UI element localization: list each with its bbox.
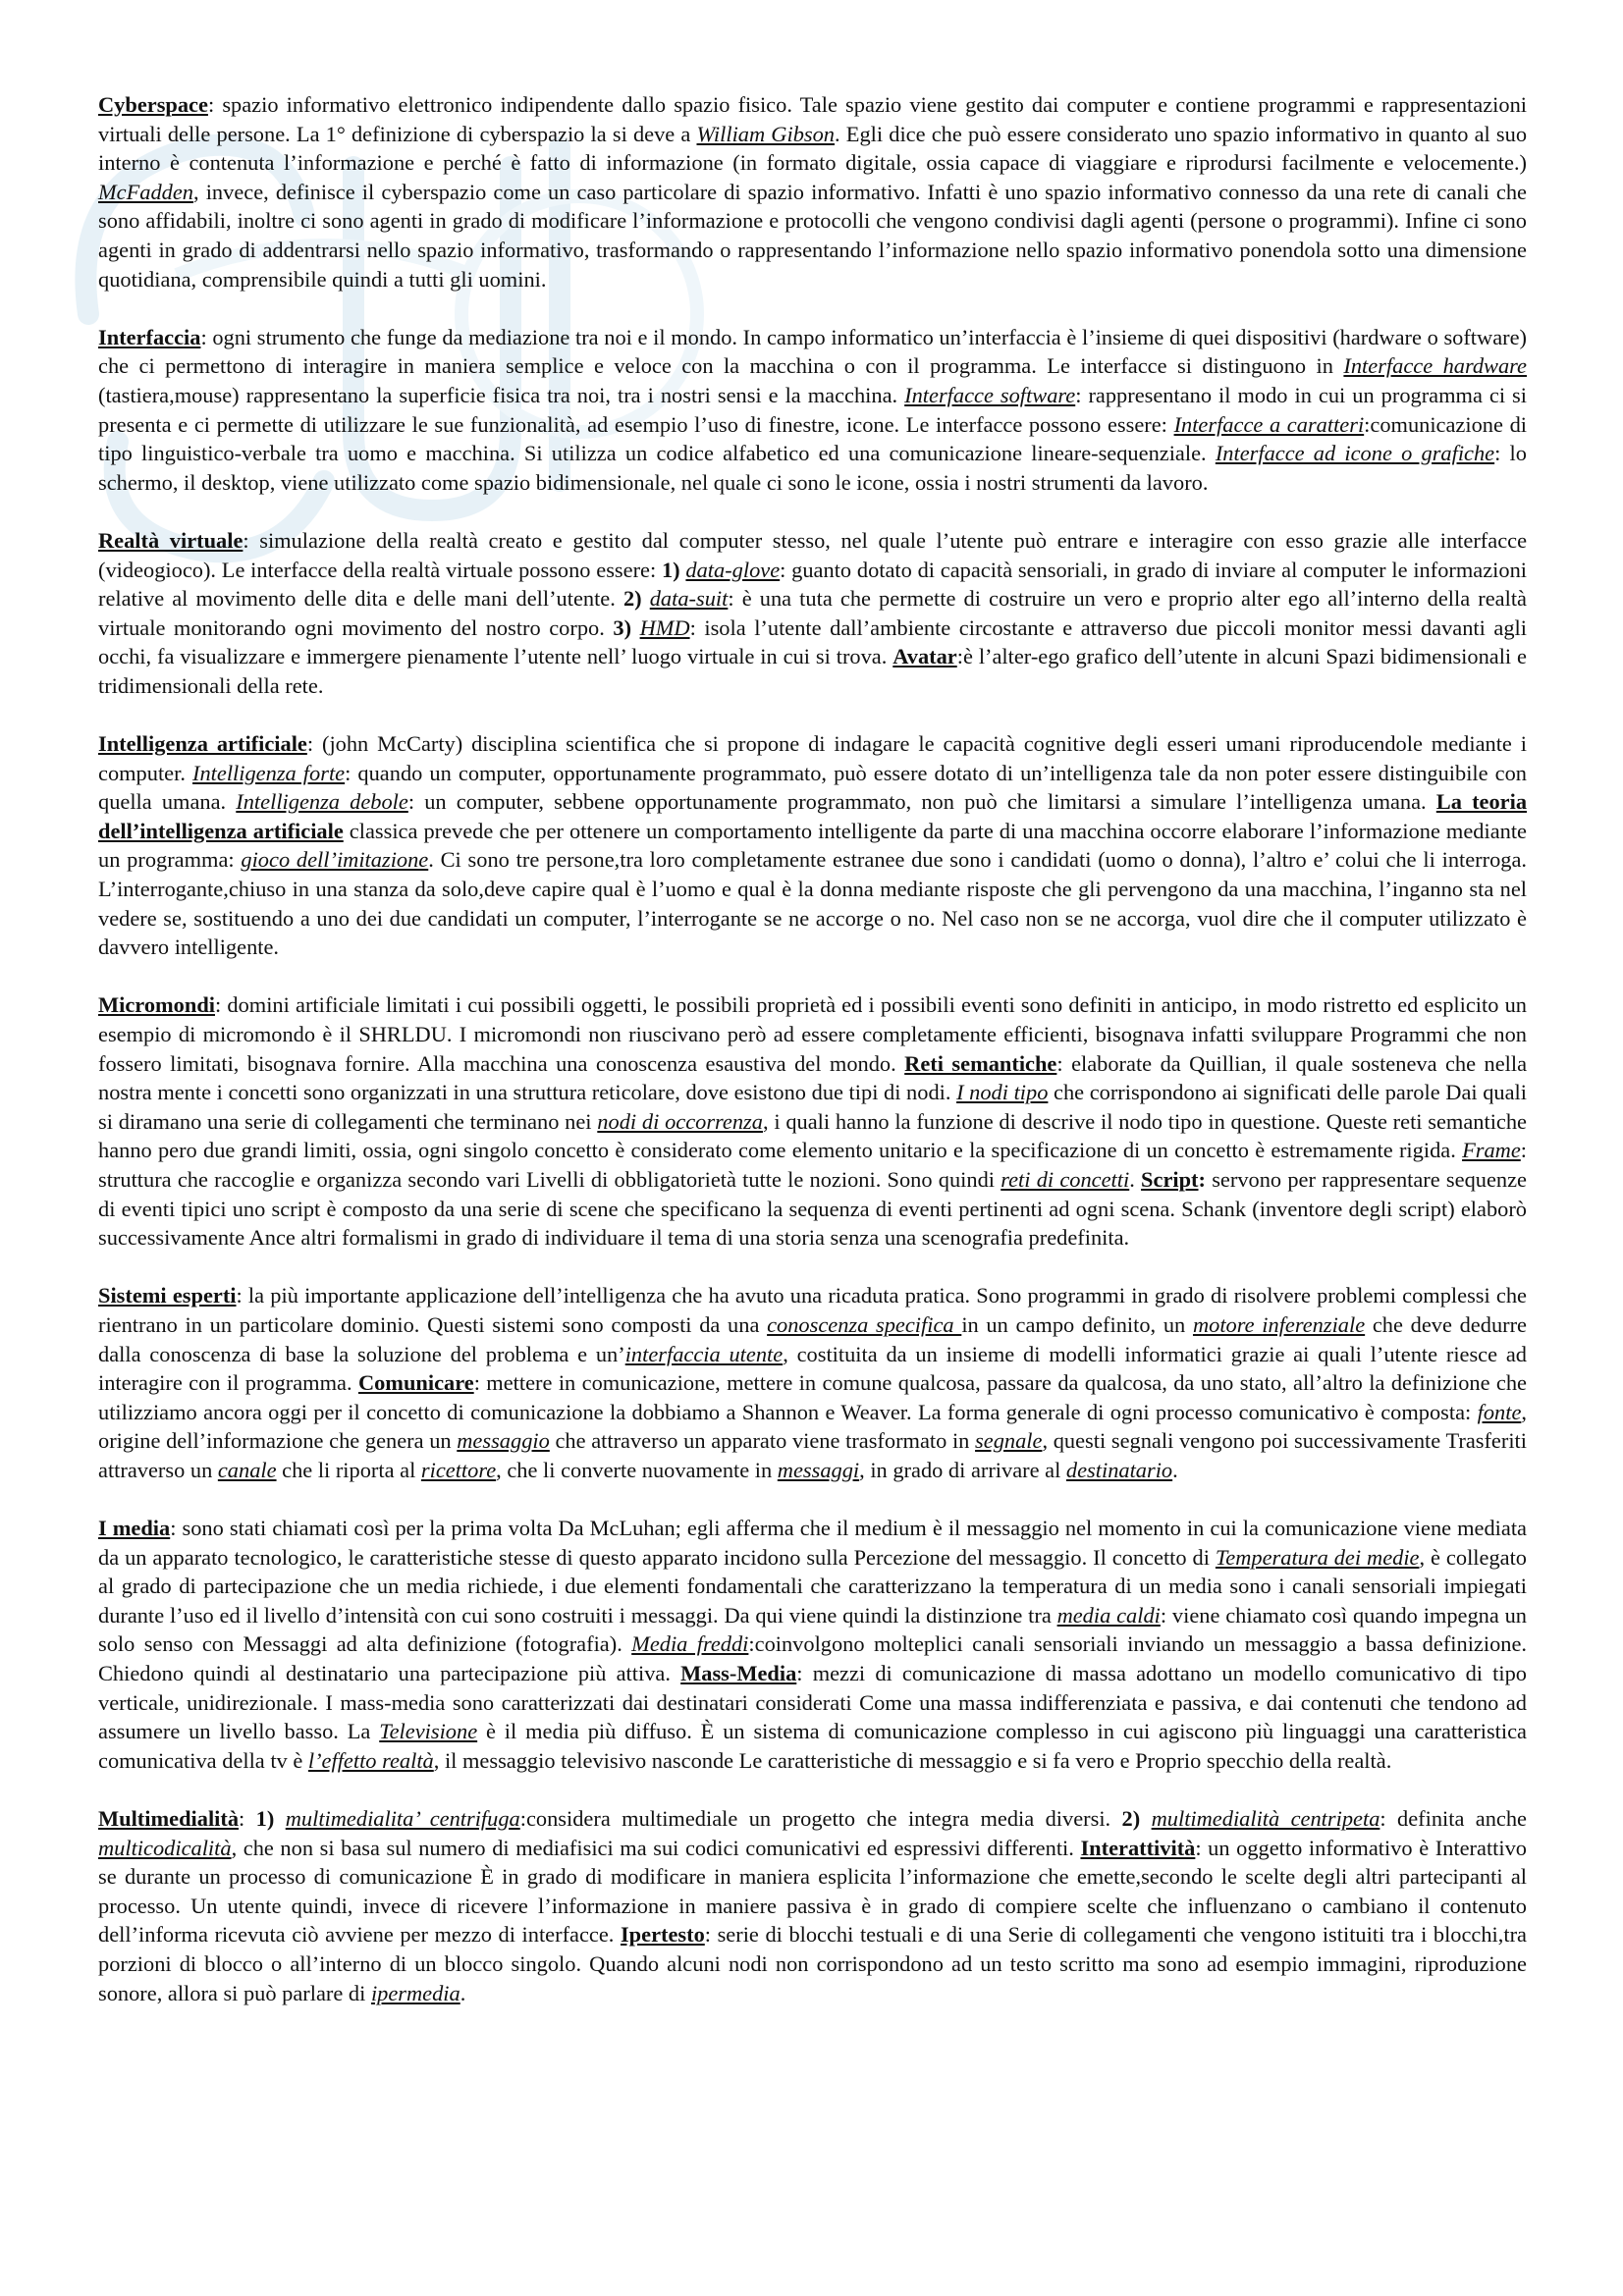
text-run: : guanto dotato di capacità sensoriali, in grado di inviare al computer le informazioni relative al movimento delle dita e delle mani dell’utente. xyxy=(98,557,1527,612)
text-run: in un campo definito, un xyxy=(961,1311,1193,1337)
text-run: che corrispondono ai significati delle parole Dai quali si diramano una serie di collegamenti che terminano nei xyxy=(98,1080,1527,1134)
document-page xyxy=(98,90,1527,2037)
italic-term: HMD xyxy=(639,614,690,640)
term-heading: I media xyxy=(98,1516,171,1541)
text-run xyxy=(642,586,650,611)
italic-term: motore inferenziale xyxy=(1192,1311,1366,1337)
text-run xyxy=(631,615,640,640)
italic-term: messaggi xyxy=(777,1457,860,1482)
paragraph-micromondi xyxy=(98,990,1527,1252)
text-run: : mezzi di comunicazione di massa adottano un modello comunicativo di tipo verticale, unidirezionale. I mass-media sono caratterizzati dai destinatari considerati Come una massa indifferenziata e passiva, e dai contenuti che tendono ad assumere un livello basso. La xyxy=(98,1661,1527,1744)
text-run: :è l’alter-ego grafico dell’utente in alcuni Spazi bidimensionali e tridimensionali della rete. xyxy=(98,644,1527,698)
italic-term: Interfacce ad icone o grafiche xyxy=(1215,441,1495,466)
term-heading: Intelligenza artificiale xyxy=(98,731,307,757)
text-run: : definita anche xyxy=(1380,1806,1527,1832)
paragraph-cyberspace xyxy=(98,90,1527,294)
italic-term: McFadden xyxy=(98,179,193,204)
bold-marker: 3) xyxy=(613,614,632,640)
text-run: che attraverso un apparato viene trasformato in xyxy=(549,1428,976,1454)
italic-term: conoscenza specifica xyxy=(767,1311,962,1337)
italic-term: William Gibson xyxy=(696,121,836,146)
italic-term: Media freddi xyxy=(631,1631,749,1657)
text-run: : lo schermo, il desktop, viene utilizzato come spazio bidimensionale, nel quale ci sono le icone, ossia i nostri strumenti da lavoro. xyxy=(98,441,1527,495)
text-run: , il messaggio televisivo nasconde Le caratteristiche di messaggio e si fa vero e Proprio specchio della realtà. xyxy=(433,1747,1392,1773)
italic-term: messaggio xyxy=(457,1428,550,1454)
term-heading: Interfaccia xyxy=(98,324,201,349)
italic-term: nodi di occorrenza xyxy=(597,1108,763,1134)
term-heading: Cyberspace xyxy=(98,92,208,117)
text-run: , costituita da un insieme di modelli informatici grazie ai quali l’utente riesce ad interagire con il programma. xyxy=(98,1341,1527,1396)
text-run: :comunicazione di tipo linguistico-verbale tra uomo e macchina. Si utilizza un codice alfabetico ed una comunicazione lineare-sequenziale. xyxy=(98,411,1527,466)
italic-term: media caldi xyxy=(1056,1602,1161,1628)
text-run: : sono stati chiamati così per la prima volta Da McLuhan; egli afferma che il medium è il messaggio nel momento in cui la comunicazione viene mediata da un apparato tecnologico, le caratteristiche stesse di questo apparato incidono sulla Percezione del messaggio. Il concetto di xyxy=(98,1516,1527,1570)
italic-term: Televisione xyxy=(379,1719,478,1744)
text-run: , i quali hanno la funzione di descrive il nodo tipo in questione. Queste reti semantiche hanno pero due grandi limiti, ossia, ogni singolo concetto è considerato come elemento unitario e la specificazione di un concetto è estremamente rigida. xyxy=(98,1108,1527,1163)
term-heading: La teoria dell’intelligenza artificiale xyxy=(98,789,1528,843)
italic-term: multicodicalità xyxy=(98,1835,232,1860)
paragraph-realta-virtuale xyxy=(98,526,1527,701)
italic-term: Intelligenza forte xyxy=(192,760,346,785)
text-run: , è collegato al grado di partecipazione che un media richiede, i due elementi fondamentali che caratterizzano la temperatura di un media sono i canali sensoriali impiegati durante l’uso ed il livello d’intensità con cui sono costruiti i messaggi. Da qui viene quindi la distinzione tra xyxy=(98,1544,1527,1628)
italic-term: Interfacce a caratteri xyxy=(1173,411,1365,437)
text-run: . xyxy=(1129,1166,1142,1192)
text-run: : mettere in comunicazione, mettere in comune qualcosa, passare da qualcosa, da uno stato, all’altro la definizione che utilizziamo ancora oggi per il concetto di comunicazione la dobbiamo a Shannon e Weaver. La forma generale di ogni processo comunicativo è composta: xyxy=(98,1370,1527,1424)
paragraph-i-media xyxy=(98,1514,1527,1775)
italic-term: I nodi tipo xyxy=(956,1080,1049,1105)
term-heading: Ipertesto xyxy=(620,1922,705,1948)
text-run: : quando un computer, opportunamente programmato, può essere dotato di un’intelligenza tale da non poter essere distinguibile con quella umana. xyxy=(98,760,1528,815)
term-heading: Avatar xyxy=(893,644,957,669)
text-run: : serie di blocchi testuali e di una Serie di collegamenti che vengono istituiti tra i blocchi,tra porzioni di blocco o all’interno di un blocco singolo. Quando alcuni nodi non corrispondono ad un testo scritto ma sono ad esempio immagini, riproduzione sonore, allora si può parlare di xyxy=(98,1922,1527,2005)
text-run: servono per rappresentare sequenze di eventi tipici uno script è composto da una serie di scene che specificano la sequenza di eventi pertinenti ad ogni scena. Schank (inventore degli script) elaborò successivamente Ance altri formalismi in grado di individuare il tema di una storia senza una scenografia predefinita. xyxy=(98,1166,1527,1251)
term-heading: Sistemi esperti xyxy=(98,1283,237,1308)
italic-term: canale xyxy=(217,1457,277,1482)
text-run: : elaborate da Quillian, il quale sosteneva che nella nostra mente i concetti sono organizzati in una struttura reticolare, dove esistono due tipi di nodi. xyxy=(98,1050,1528,1105)
bold-marker: : xyxy=(1198,1166,1206,1192)
text-run xyxy=(274,1806,285,1831)
bold-marker: 1) xyxy=(255,1806,275,1832)
italic-term: gioco dell’imitazione xyxy=(241,847,429,873)
text-run: : un oggetto informativo è Interattivo se durante un processo di comunicazione È in grado di modificare in maniera esplicita l’informazione che emette,secondo le scelte degli altri partecipanti al processo. Un utente quindi, invece di ricevere l’informazione in maniere passiva è in grado di compiere scelte che influenzano o cambiano il contenuto dell’informa ricevuta ciò avviene per mezzo di interfacce. xyxy=(98,1835,1527,1948)
italic-term: fonte xyxy=(1477,1399,1522,1424)
text-run: : (john McCarty) disciplina scientifica che si propone di indagare le capacità cognitive degli esseri umani riproducendole mediante i computer. xyxy=(98,731,1527,785)
text-run: che deve dedurre dalla conoscenza di base la soluzione del problema e un’ xyxy=(98,1311,1527,1366)
paragraph-sistemi-esperti xyxy=(98,1281,1527,1484)
text-run: , invece, definisce il cyberspazio come un caso particolare di spazio informativo. Infatti è uno spazio informativo connesso da una rete di canali che sono affidabili, inoltre ci sono agenti in grado di modificare l’informazione e protocolli che vengono condivisi dagli agenti (persone o programmi). Infine ci sono agenti in grado di addentrarsi nello spazio informativo, trasformando o rappresentando l’informazione nello spazio informativo ponendola sotto una dimensione quotidiana, comprensibile quindi a tutti gli uomini. xyxy=(98,179,1527,292)
term-heading: Interattività xyxy=(1080,1835,1196,1860)
text-run: : simulazione della realtà creato e gestito dal computer stesso, nel quale l’utente può entrare e interagire con esso grazie alle interfacce (videogioco). Le interfacce della realtà virtuale possono essere: xyxy=(98,527,1528,582)
text-run: , che non si basa sul numero di mediafisici ma sui codici comunicativi ed espressivi differenti. xyxy=(231,1835,1081,1860)
text-run: , questi segnali vengono poi successivamente Trasferiti attraverso un xyxy=(98,1428,1527,1482)
italic-term: ricettore xyxy=(420,1457,497,1482)
text-run: , in grado di arrivare al xyxy=(859,1457,1066,1482)
paragraph-intelligenza-artificiale xyxy=(98,729,1527,962)
text-run: : domini artificiale limitati i cui possibili oggetti, le possibili proprietà ed i possibili eventi sono definiti in anticipo, in modo ristretto ed esplicito un esempio di micromondo è il SHRLDU. I micromondi non riuscivano però ad essere completamente efficienti, bisognava infatti sviluppare Programmi che non fossero limitati, bisognava fornire. Alla macchina una conoscenza esaustiva del mondo. xyxy=(98,992,1527,1076)
term-heading: Mass-Media xyxy=(680,1661,797,1686)
text-run: è il media più diffuso. È un sistema di comunicazione complesso in cui agiscono più linguaggi una caratteristica comunicativa della tv è xyxy=(98,1719,1527,1773)
italic-term: data-suit xyxy=(649,586,729,612)
italic-term: data-glove xyxy=(685,557,781,582)
text-run: : spazio informativo elettronico indipendente dallo spazio fisico. Tale spazio viene gestito dai computer e contiene programmi e rappresentazioni virtuali delle persone. La 1° definizione di cyberspazio la si deve a xyxy=(98,92,1527,146)
text-run: : la più importante applicazione dell’intelligenza che ha avuto una ricaduta pratica. Sono programmi in grado di risolvere problemi complessi che rientrano in un particolare dominio. Questi sistemi sono composti da una xyxy=(98,1283,1527,1337)
text-run: : isola l’utente dall’ambiente circostante e attraverso due piccoli monitor messi davanti agli occhi, fa visualizzare e immergere pienamente l’utente nell’ luogo virtuale in cui si trova. xyxy=(98,614,1527,669)
term-heading: Script xyxy=(1141,1166,1199,1192)
text-run: : struttura che raccoglie e organizza secondo vari Livelli di obbligatorietà tutte le nozioni. Sono quindi xyxy=(98,1138,1527,1192)
italic-term: interfaccia utente xyxy=(624,1341,784,1366)
text-run: : è una tuta che permette di costruire un vero e proprio alter ego all’interno della realtà virtuale monitorando ogni movimento del nostro corpo. xyxy=(98,586,1527,640)
bold-marker: 2) xyxy=(1121,1806,1141,1832)
text-run: che li riporta al xyxy=(276,1457,421,1482)
italic-term: Intelligenza debole xyxy=(236,789,408,815)
paragraph-interfaccia xyxy=(98,323,1527,498)
italic-term: l’effetto realtà xyxy=(307,1747,434,1773)
italic-term: multimedialità centripeta xyxy=(1151,1806,1380,1832)
text-run: :considera multimediale un progetto che integra media diversi. xyxy=(519,1806,1122,1832)
italic-term: Interfacce software xyxy=(904,382,1076,407)
text-run: (tastiera,mouse) rappresentano la superficie fisica tra noi, tra i nostri sensi e la macchina. xyxy=(98,382,905,407)
italic-term: Frame xyxy=(1462,1138,1521,1163)
italic-term: multimedialita’ centrifuga xyxy=(285,1806,520,1832)
term-heading: Micromondi xyxy=(98,992,215,1018)
text-run: : ogni strumento che funge da mediazione tra noi e il mondo. In campo informatico un’interfaccia è l’insieme di quei dispositivi (hardware o software) che ci permettono di interagire in maniera semplice e veloce con la macchina o con il programma. Le interfacce si distinguono in xyxy=(98,324,1527,379)
text-run xyxy=(1140,1806,1151,1831)
text-run: . Ci sono tre persone,tra loro completamente estranee due sono i candidati (uomo o donna), l’altro e’ colui che li interroga. L’interrogante,chiuso in una stanza da solo,deve capire qual è l’uomo e qual è la donna mediante risposte che gli pervengono da una macchina, l’inganno sta nel vedere se, sostituendo a uno dei due candidati un computer, l’interrogante se ne accorge o no. Nel caso non se ne accorga, vuol dire che il computer utilizzato è davvero intelligente. xyxy=(98,847,1528,960)
text-run: :coinvolgono molteplici canali sensoriali inviando un messaggio a bassa definizione. Chiedono quindi al destinatario una partecipazione più attiva. xyxy=(98,1631,1527,1686)
text-run: . xyxy=(460,1980,466,2005)
italic-term: segnale xyxy=(975,1428,1043,1454)
text-run: . xyxy=(1172,1457,1178,1482)
term-heading: Reti semantiche xyxy=(904,1050,1057,1076)
bold-marker: 2) xyxy=(622,586,642,612)
text-run: : un computer, sebbene opportunamente programmato, non può che limitarsi a simulare l’intelligenza umana. xyxy=(407,789,1436,815)
text-run: , che li converte nuovamente in xyxy=(496,1457,778,1482)
text-run: classica prevede che per ottenere un comportamento intelligente da parte di una macchina occorre elaborare l’informazione mediante un programma: xyxy=(98,818,1527,873)
term-heading: Comunicare xyxy=(357,1370,474,1396)
text-run: : xyxy=(239,1806,256,1832)
text-run: . Egli dice che può essere considerato uno spazio informativo in quanto al suo interno è contenuta l’informazione e perché è fatto di informazione (in formato digitale, ossia capace di viaggiare e riprodursi facilmente e velocemente.) xyxy=(98,121,1528,176)
term-heading: Realtà virtuale xyxy=(98,527,243,553)
bold-marker: 1) xyxy=(661,557,680,582)
term-heading: Multimedialità xyxy=(98,1806,240,1832)
text-run: : viene chiamato così quando impegna un solo senso con Messaggi ad alta definizione (fotografia). xyxy=(98,1602,1527,1657)
text-run: : rappresentano il modo in cui un programma ci si presenta e ci permette di utilizzare le sue funzionalità, ad esempio l’uso di finestre, icone. Le interfacce possono essere: xyxy=(98,382,1527,437)
italic-term: destinatario xyxy=(1065,1457,1173,1482)
paragraph-multimedialita xyxy=(98,1804,1527,2007)
italic-term: Temperatura dei medie xyxy=(1215,1544,1420,1570)
text-run: , origine dell’informazione che genera un xyxy=(98,1399,1527,1454)
italic-term: Interfacce hardware xyxy=(1343,353,1527,379)
italic-term: reti di concetti xyxy=(1001,1166,1130,1192)
italic-term: ipermedia xyxy=(370,1980,460,2005)
